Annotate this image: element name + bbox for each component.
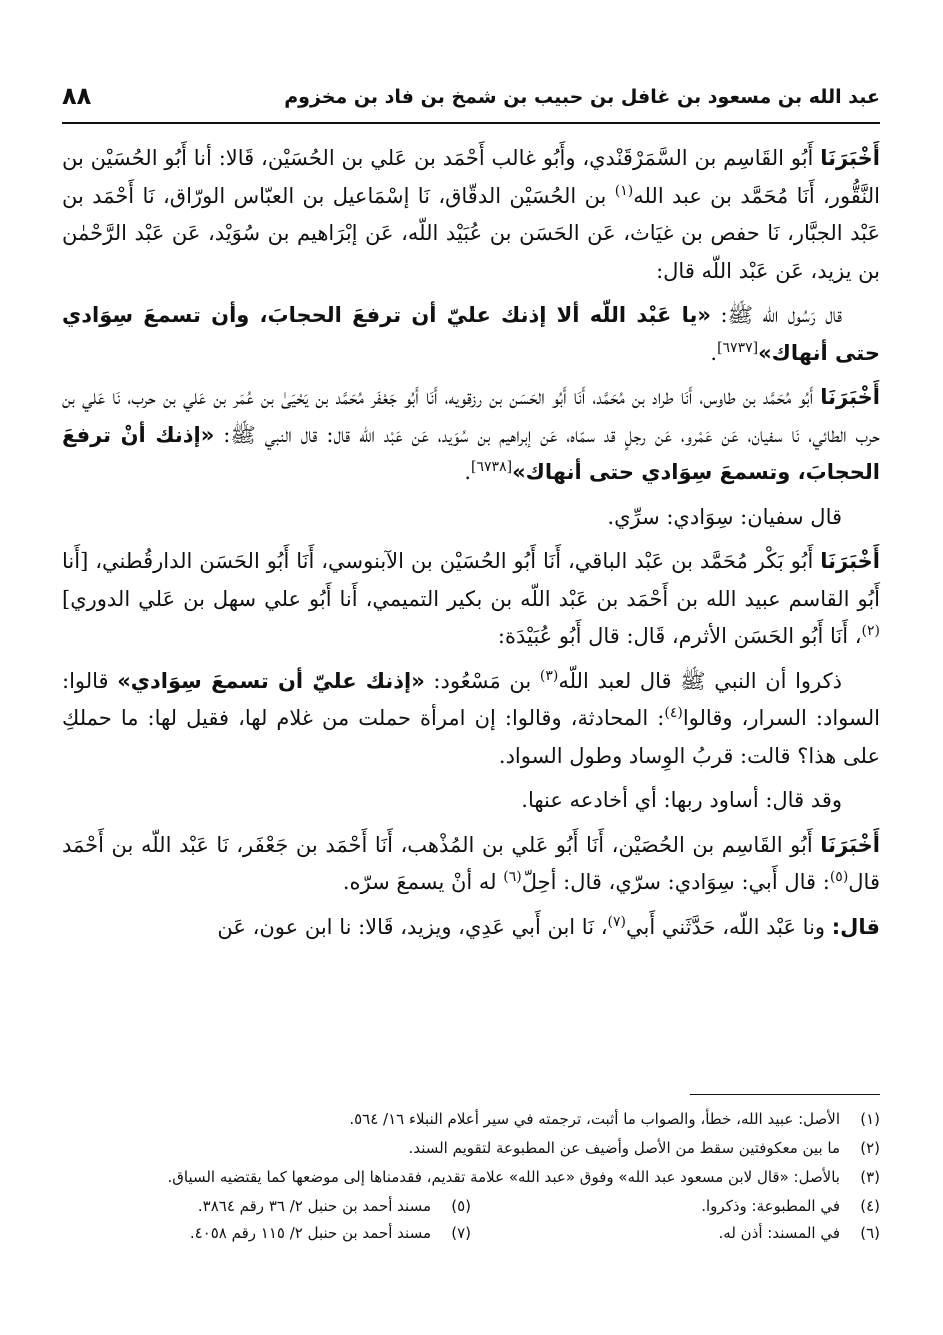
hadith-quote: «إذنك أنْ ترفعَ الحجابَ، وتسمعَ سِوَادي حتى أنهاك» [62,422,880,484]
text: وقد قال: أساود ربها: أي أخادعه عنها. [521,788,842,812]
lead-word: أَخْبَرَنَا [820,146,880,170]
footnote-ref[interactable]: (٣) [539,667,559,684]
hadith-number: [٦٧٣٨] [471,459,513,475]
footnote-text: الأصل: عبيد الله، خطأ، والصواب ما أثبت، ترجمته في سير أعلام النبلاء ١٦/ ٥٦٤. [349,1110,840,1128]
footnote-row [62,1193,880,1220]
text: بن مَسْعُود: [424,668,540,693]
footnote-ref[interactable]: (٤) [664,705,683,721]
main-text [62,140,880,953]
lead-word: أَخْبَرَنَا [820,549,880,573]
footnote-text: في المطبوعة: وذكروا. [701,1197,840,1215]
text: بن الحُسَيْن الدقّاق، نَا إسْمَاعيل بن العبّاس الورّاق، نَا أَحْمَد بن عَبْد الجبَّار، نَا حفص بن غيَاث، عَن الحَسَن بن عُبَيْد اللّه، عَن إبْرَاهيم بن سُوَيْد، عَن عَبْد الرَّحْمٰن بن يزيد، عَن عَبْد اللّه قال: [62,183,880,283]
footnote-ref[interactable]: (٢) [861,623,880,639]
footnote-list [62,1094,880,1247]
footnote-item [471,1193,880,1220]
text: قال سفيان: سِوَادي: سرِّي. [607,504,842,529]
paragraph-4 [62,499,880,537]
text: ونا عَبْد اللّه، حَدَّثَني أَبي [625,914,832,939]
text: ذكروا أن النبي ﷺ قال لعبد اللّه [558,668,842,693]
text: قال رَسُول الله ﷺ: [710,303,842,327]
footnote-number: (٦) [860,1224,880,1242]
footnote-item [62,1193,471,1220]
paragraph-3 [62,379,880,492]
footnote-number: (٢) [860,1139,880,1157]
footnote-text: مسند أحمد بن حنبل ٢/ ١١٥ رقم ٤٠٥٨. [189,1224,431,1242]
footnote-number: (٣) [860,1168,880,1186]
footnote-row [62,1220,880,1247]
footnotes [62,1094,880,1247]
lead-word: أَخْبَرَنَا [820,385,880,409]
footnote-item [62,1220,471,1247]
text: قالوا: السواد: السرار، وقالوا [62,668,880,730]
footnote-item [62,1135,880,1162]
footnote-number: (٧) [451,1224,471,1242]
text: ، أَنَا أَبُو الحَسَن الأثرم، قَال: قال أَبُو عُبَيْدَة: [497,624,862,648]
text: : قال أَبي: سِوَادي: سرّي، قال: أحِلّ [521,870,830,894]
footnote-ref[interactable]: (١) [614,182,634,199]
text: أَبُو مُحَمَّد بن طاوس، أَنَا طراد بن مُحَمَّد، أَنَا أَبُو الحَسَن بن رزقويه، أَنَا أَبُو جَعْفَر مُحَمَّد بن يَحْيَىٰ بن عُمَر بن عَلي بن حرب، نَا عَلي بن حرب الطائي، نَا سفيان، عَن عَمْرو، عَن رجلٍ قد سمّاه، عَن إبراهيم بن سُوَيد، عَن عَبْد اللّه قال: قال النبي ﷺ: [62,385,880,447]
text: . [710,340,718,365]
footnote-number: (٤) [860,1197,880,1215]
hadith-quote: «إذنك عليّ أن تسمعَ سِوَادي» [117,668,425,693]
footnote-number: (١) [860,1110,880,1128]
footnote-text: في المسند: أذن له. [718,1224,840,1242]
text: أَبُو القَاسِم بن الحُصَيْن، أَنَا أَبُو عَلي بن المُذْهب، أَنَا أَحْمَد بن جَعْفَر، نَا عَبْد اللّه بن أَحْمَد قال [62,832,880,894]
footnote-ref[interactable]: (٧) [607,913,626,930]
book-page [62,70,880,1300]
text: ، نَا ابن أَبي عَدِي، ويزيد، قَالا: نا ابن عون، عَن [217,914,608,939]
footnote-number: (٥) [451,1197,471,1215]
page-header [62,80,880,124]
running-title: عبد الله بن مسعود بن غافل بن حبيب بن شمخ بن فاد بن مخزوم [284,86,880,108]
footnote-text: بالأصل: «قال لابن مسعود عبد الله» وفوق «عبد الله» علامة تقديم، فقدمناها إلى موضعها كما يقتضيه السياق. [167,1168,840,1186]
paragraph-2 [62,297,880,372]
text: له أنْ يسمعَ سرّه. [342,870,504,894]
paragraph-1 [62,140,880,290]
footnote-text: مسند أحمد بن حنبل ٢/ ٣٦ رقم ٣٨٦٤. [197,1197,431,1215]
footnote-text: ما بين معكوفتين سقط من الأصل وأضيف عن المطبوعة لتقويم السند. [408,1139,840,1157]
footnote-divider [690,1094,880,1095]
text: : المحادثة، وقالوا: إن امرأة حملت من غلام لها، فقيل لها: ما حملكِ على هذا؟ قالت: قربُ الوِساد وطول السواد. [62,706,880,768]
lead-word: قال: [831,914,880,939]
paragraph-7 [62,782,880,820]
footnote-ref[interactable]: (٥) [829,869,849,885]
paragraph-6 [62,663,880,776]
hadith-number: [٦٧٣٧] [717,339,759,356]
paragraph-9 [62,909,880,947]
hadith-quote: «يا عَبْد اللّه ألا إذنك عليّ أن ترفعَ الحجابَ، وأن تسمعَ سِوَادي حتى أنهاك» [62,303,880,365]
lead-word: أَخْبَرَنَا [820,832,880,857]
text: أَبُو القَاسِم بن السَّمَرْقَنْدي، وأَبُو غالب أَحْمَد بن عَلي بن الحُسَيْن، قَالا: أنا أَبُو الحُسَيْن بن النَّقُّور، أَنَا مُحَمَّد بن عبد الله [62,146,880,208]
text: . [464,460,472,484]
footnote-item [471,1220,880,1247]
page-number: ٨٨ [62,82,92,110]
paragraph-5 [62,543,880,656]
footnote-item [62,1164,880,1191]
footnote-ref[interactable]: (٦) [503,869,522,885]
footnote-item [62,1106,880,1133]
text: أَبُو بَكْر مُحَمَّد بن عَبْد الباقي، أَنَا أَبُو الحُسَيْن بن الآبنوسي، أَنَا أَبُو الحَسَن الدارقُطني، [أَنا أَبُو القاسم عبيد الله بن أَحْمَد بن عَبْد اللّه بن بكير التميمي، أَنا أَبُو علي سهل بن عَلي الدوري] [62,549,880,611]
paragraph-8 [62,827,880,902]
